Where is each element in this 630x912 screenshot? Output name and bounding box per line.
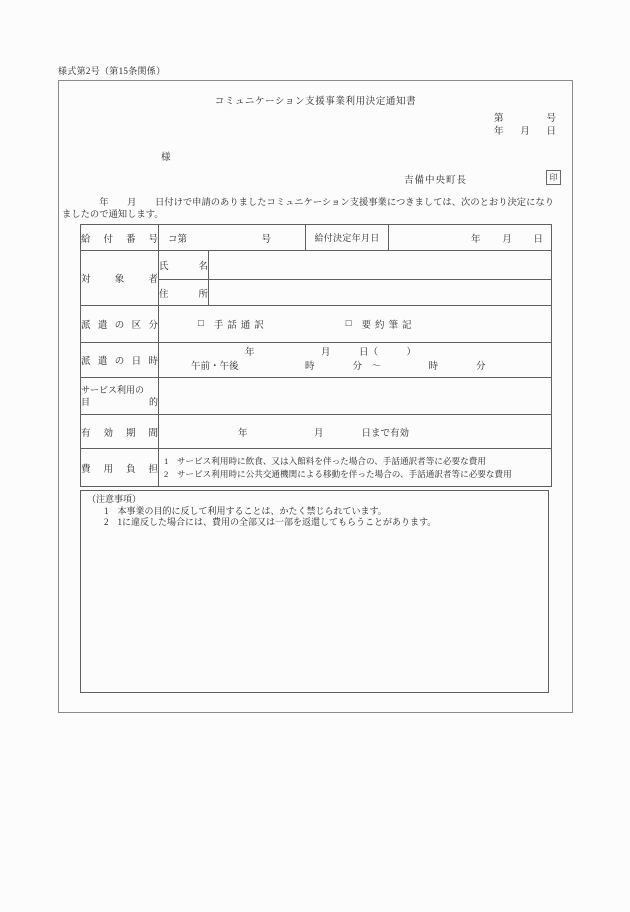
date-day-label: 日: [546, 127, 556, 137]
decision-table: [80, 224, 552, 487]
doc-number-prefix: 第: [494, 114, 504, 124]
option-note-taking: [346, 317, 416, 331]
note-item-2: 2 1に違反した場合には、費用の全部又は一部を返還してもらうことがあります。: [104, 517, 437, 527]
subject-label: 対象者: [81, 251, 159, 306]
cost-burden-label: 費用負担: [81, 449, 159, 487]
row-service-purpose: [81, 378, 552, 415]
service-purpose-label-line1: サービス利用の: [81, 385, 145, 395]
row-dispatch-datetime: [81, 343, 552, 378]
row-dispatch-type: [81, 306, 552, 343]
validity-period-text: 年 月 日まで有効: [238, 428, 410, 439]
row-validity-period: [81, 415, 552, 449]
issuer-name: 吉備中央町長: [404, 176, 468, 186]
dispatch-datetime-line2: 午前・午後 時 分 ～ 時 分: [191, 362, 486, 372]
option-sign-language: [198, 317, 268, 331]
decision-date-year: 年: [471, 234, 481, 245]
form-style-label: 様式第2号（第15条関係）: [58, 66, 166, 76]
subject-address-value-cell: [209, 280, 552, 306]
service-purpose-label: [81, 378, 159, 415]
benefit-number-suffix: 号: [261, 234, 271, 245]
service-purpose-value-cell: [159, 378, 552, 415]
checkbox-icon[interactable]: □: [198, 319, 204, 329]
benefit-number-label: 給付番号: [81, 225, 159, 251]
subject-name-value-cell: [209, 251, 552, 280]
cost-burden-value-cell: [159, 449, 552, 487]
option-sign-language-label: 手話通訳: [213, 321, 268, 331]
row-subject-name: [81, 251, 552, 280]
cost-item-1: 1 サービス利用時に飲食、又は入館料を伴った場合の、手話通訳者等に必要な費用: [164, 456, 486, 466]
dispatch-type-options-cell: [159, 306, 552, 343]
dispatch-datetime-line1: 年 月 日（ ）: [245, 348, 417, 358]
document-title: コミュニケーション支援事業利用決定通知書: [214, 97, 417, 107]
row-cost-burden: [81, 449, 552, 487]
dispatch-datetime-value-cell: [159, 343, 552, 378]
addressee-honorific: 様: [161, 153, 171, 163]
doc-number-suffix: 号: [546, 114, 556, 124]
decision-date-month: 月: [502, 234, 512, 245]
seal-icon: [546, 170, 561, 185]
body-line-1: 年 月 日付けで申請のありましたコミュニケーション支援事業につきましては、次のとおり決定になり: [62, 198, 554, 208]
cost-item-2: 2 サービス利用時に公共交通機関による移動を伴った場合の、手話通訳者等に必要な費用: [164, 468, 512, 479]
validity-period-value-cell: [159, 415, 552, 449]
notes-box: [80, 490, 549, 693]
form-outer-border: [58, 80, 573, 713]
issue-date-line: [494, 126, 556, 139]
date-month-label: 月: [520, 127, 530, 137]
option-note-taking-label: 要約筆記: [361, 321, 416, 331]
checkbox-icon[interactable]: □: [345, 319, 352, 329]
notification-body: [62, 198, 570, 221]
benefit-number-value-cell: [159, 225, 306, 251]
row-benefit-number: [81, 225, 552, 251]
dispatch-type-label: 派遣の区分: [81, 306, 159, 343]
benefit-number-prefix: コ第: [168, 234, 188, 245]
body-line-2: ましたので通知します。: [62, 209, 164, 220]
header-number-date-block: [494, 113, 556, 139]
document-number-line: [494, 113, 556, 126]
decision-date-label: 給付決定年月日: [306, 225, 389, 251]
dispatch-datetime-label: 派遣の日時: [81, 343, 159, 378]
subject-address-label: 住所: [159, 280, 209, 306]
decision-date-value-cell: [389, 225, 552, 251]
seal-label: 印: [549, 173, 558, 182]
notes-heading: （注意事項）: [87, 494, 142, 504]
service-purpose-label-line2: 目的: [81, 397, 158, 407]
date-year-label: 年: [494, 127, 504, 137]
note-item-1: 1 本事業の目的に反して利用することは、かたく禁じられています。: [104, 505, 387, 516]
subject-name-label: 氏名: [159, 251, 209, 280]
decision-date-day: 日: [533, 234, 543, 245]
validity-period-label: 有効期間: [81, 415, 159, 449]
